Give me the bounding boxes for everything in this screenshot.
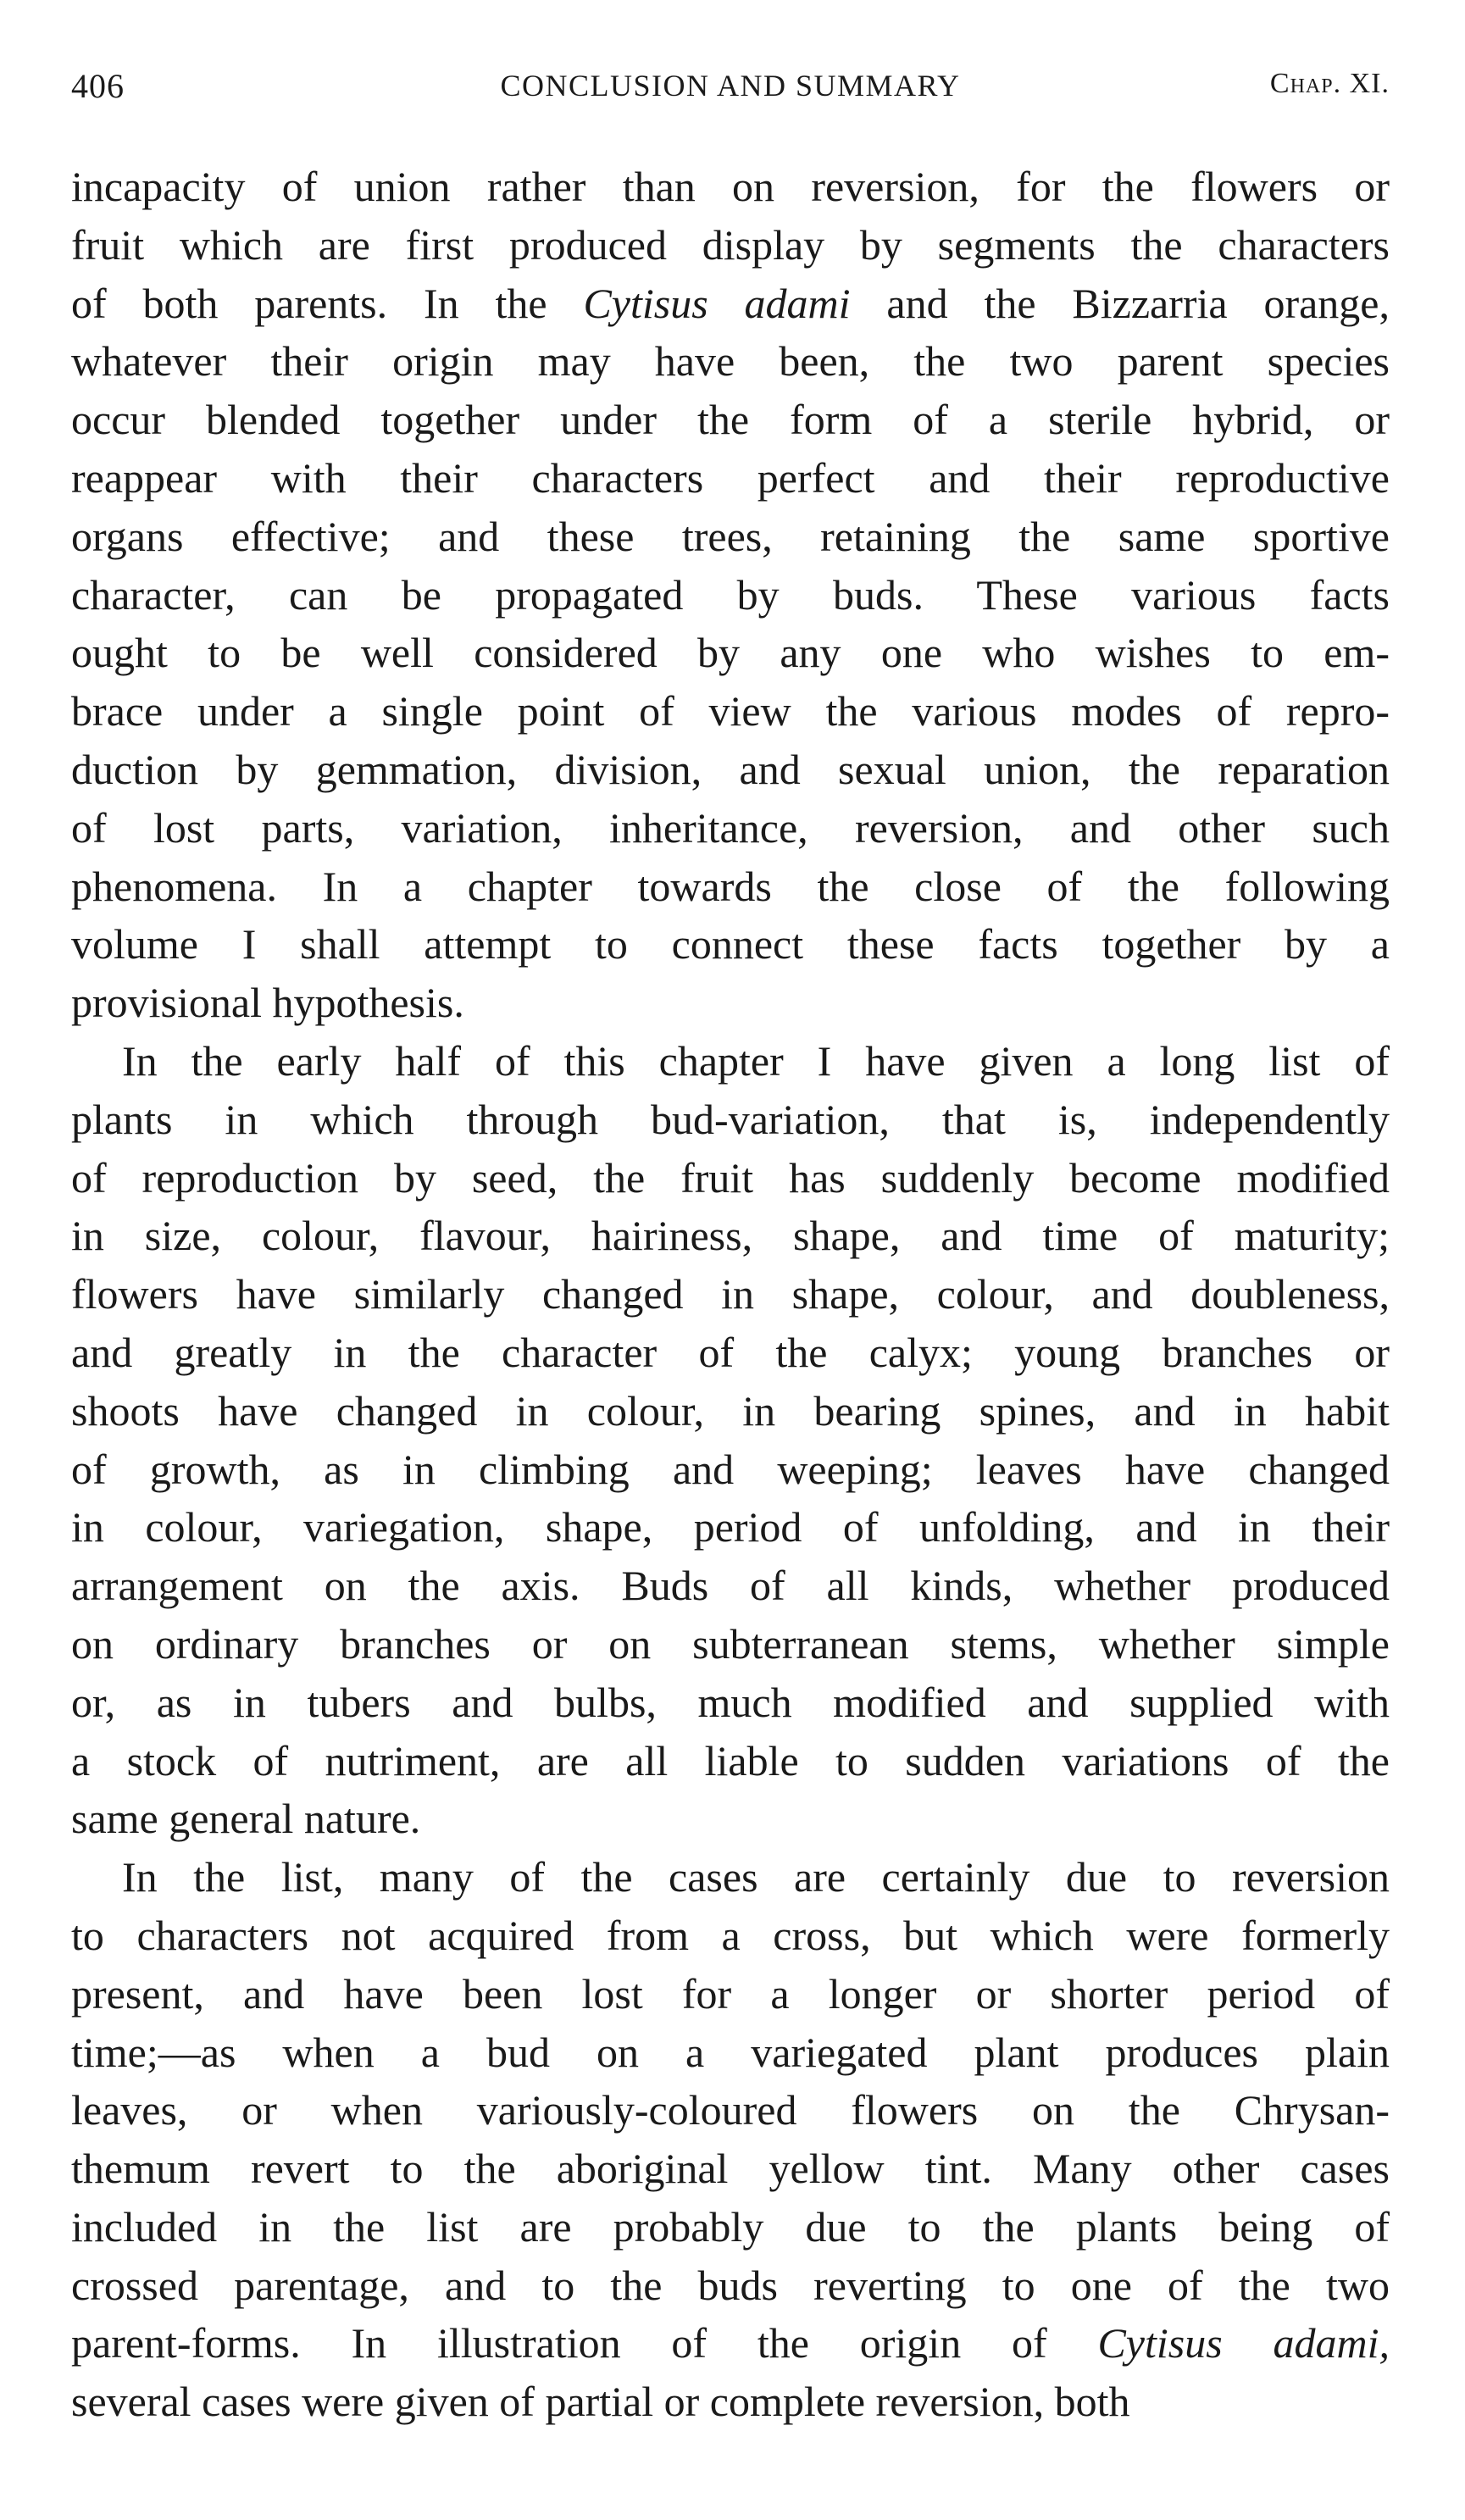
paragraph bbox=[71, 158, 1390, 1032]
text-line: organs effective; and these trees, retaining the same sportive bbox=[71, 512, 1390, 560]
text-line: In the early half of this chapter I have given a long list of bbox=[122, 1036, 1390, 1085]
running-title: CONCLUSION AND SUMMARY bbox=[500, 69, 961, 103]
text-line: crossed parentage, and to the buds reverting to one of the two bbox=[71, 2261, 1390, 2309]
paragraph bbox=[71, 1848, 1390, 2431]
text-line: fruit which are first produced display by segments the characters bbox=[71, 220, 1390, 269]
text-line: same general nature. bbox=[71, 1795, 421, 1843]
text-line: present, and have been lost for a longer or shorter period of bbox=[71, 1969, 1390, 2018]
text-line: or, as in tubers and bulbs, much modified and supplied with bbox=[71, 1678, 1390, 1726]
text-line: reappear with their characters perfect and their reproductive bbox=[71, 453, 1390, 502]
text-line: plants in which through bud-variation, that is, independently bbox=[71, 1095, 1390, 1143]
text-line: character, can be propagated by buds. These various facts bbox=[71, 570, 1390, 619]
text-line: brace under a single point of view the various modes of repro- bbox=[71, 687, 1390, 735]
text-line: several cases were given of partial or complete reversion, both bbox=[71, 2378, 1130, 2426]
text-line: ought to be well considered by any one who wishes to em- bbox=[71, 629, 1390, 677]
body-text bbox=[71, 158, 1390, 2431]
text-line: time;—as when a bud on a variegated plant produces plain bbox=[71, 2028, 1390, 2076]
text-line: a stock of nutriment, are all liable to sudden variations of the bbox=[71, 1736, 1390, 1785]
text-line: and greatly in the character of the calyx; young branches or bbox=[71, 1328, 1390, 1376]
text-line: to characters not acquired from a cross, but which were formerly bbox=[71, 1911, 1390, 1959]
text-line bbox=[71, 275, 1390, 333]
text-line: of reproduction by seed, the fruit has suddenly become modified bbox=[71, 1153, 1390, 1202]
text-line: flowers have similarly changed in shape, colour, and doubleness, bbox=[71, 1270, 1390, 1318]
text-run: and the Bizzarria orange, bbox=[850, 279, 1390, 327]
text-line: in size, colour, flavour, hairiness, shape, and time of maturity; bbox=[71, 1212, 1390, 1260]
text-line: In the list, many of the cases are certainly due to reversion bbox=[122, 1853, 1390, 1901]
text-line: in colour, variegation, shape, period of unfolding, and in their bbox=[71, 1503, 1390, 1551]
text-line bbox=[71, 2314, 1390, 2373]
page-number: 406 bbox=[71, 67, 125, 105]
text-line: occur blended together under the form of a sterile hybrid, or bbox=[71, 396, 1390, 444]
italic-species-name: Cytisus adami, bbox=[1097, 2319, 1390, 2367]
text-line: arrangement on the axis. Buds of all kinds, whether produced bbox=[71, 1562, 1390, 1610]
text-line: included in the list are probably due to the plants being of bbox=[71, 2202, 1390, 2251]
text-line: phenomena. In a chapter towards the close of the following bbox=[71, 862, 1390, 910]
text-line: themum revert to the aboriginal yellow tint. Many other cases bbox=[71, 2145, 1390, 2193]
text-run: of both parents. In the bbox=[71, 279, 584, 327]
running-head bbox=[71, 66, 1390, 117]
text-line: provisional hypothesis. bbox=[71, 979, 464, 1027]
text-line: of lost parts, variation, inheritance, reversion, and other such bbox=[71, 803, 1390, 852]
text-line: volume I shall attempt to connect these facts together by a bbox=[71, 920, 1390, 969]
text-run: parent-forms. In illustration of the origin of bbox=[71, 2319, 1098, 2367]
text-line: on ordinary branches or on subterranean stems, whether simple bbox=[71, 1619, 1390, 1668]
chapter-reference: Chap. XI. bbox=[1269, 68, 1390, 99]
italic-species-name: Cytisus adami bbox=[583, 279, 851, 327]
text-line: leaves, or when variously-coloured flowers on the Chrysan- bbox=[71, 2086, 1390, 2134]
text-line: duction by gemmation, division, and sexual union, the reparation bbox=[71, 745, 1390, 793]
paragraph bbox=[71, 1032, 1390, 1848]
book-page bbox=[71, 66, 1390, 2431]
text-line: whatever their origin may have been, the two parent species bbox=[71, 337, 1390, 386]
text-line: incapacity of union rather than on reversion, for the flowers or bbox=[71, 163, 1390, 210]
text-line: of growth, as in climbing and weeping; leaves have changed bbox=[71, 1445, 1390, 1493]
text-line: shoots have changed in colour, in bearing spines, and in habit bbox=[71, 1386, 1390, 1435]
